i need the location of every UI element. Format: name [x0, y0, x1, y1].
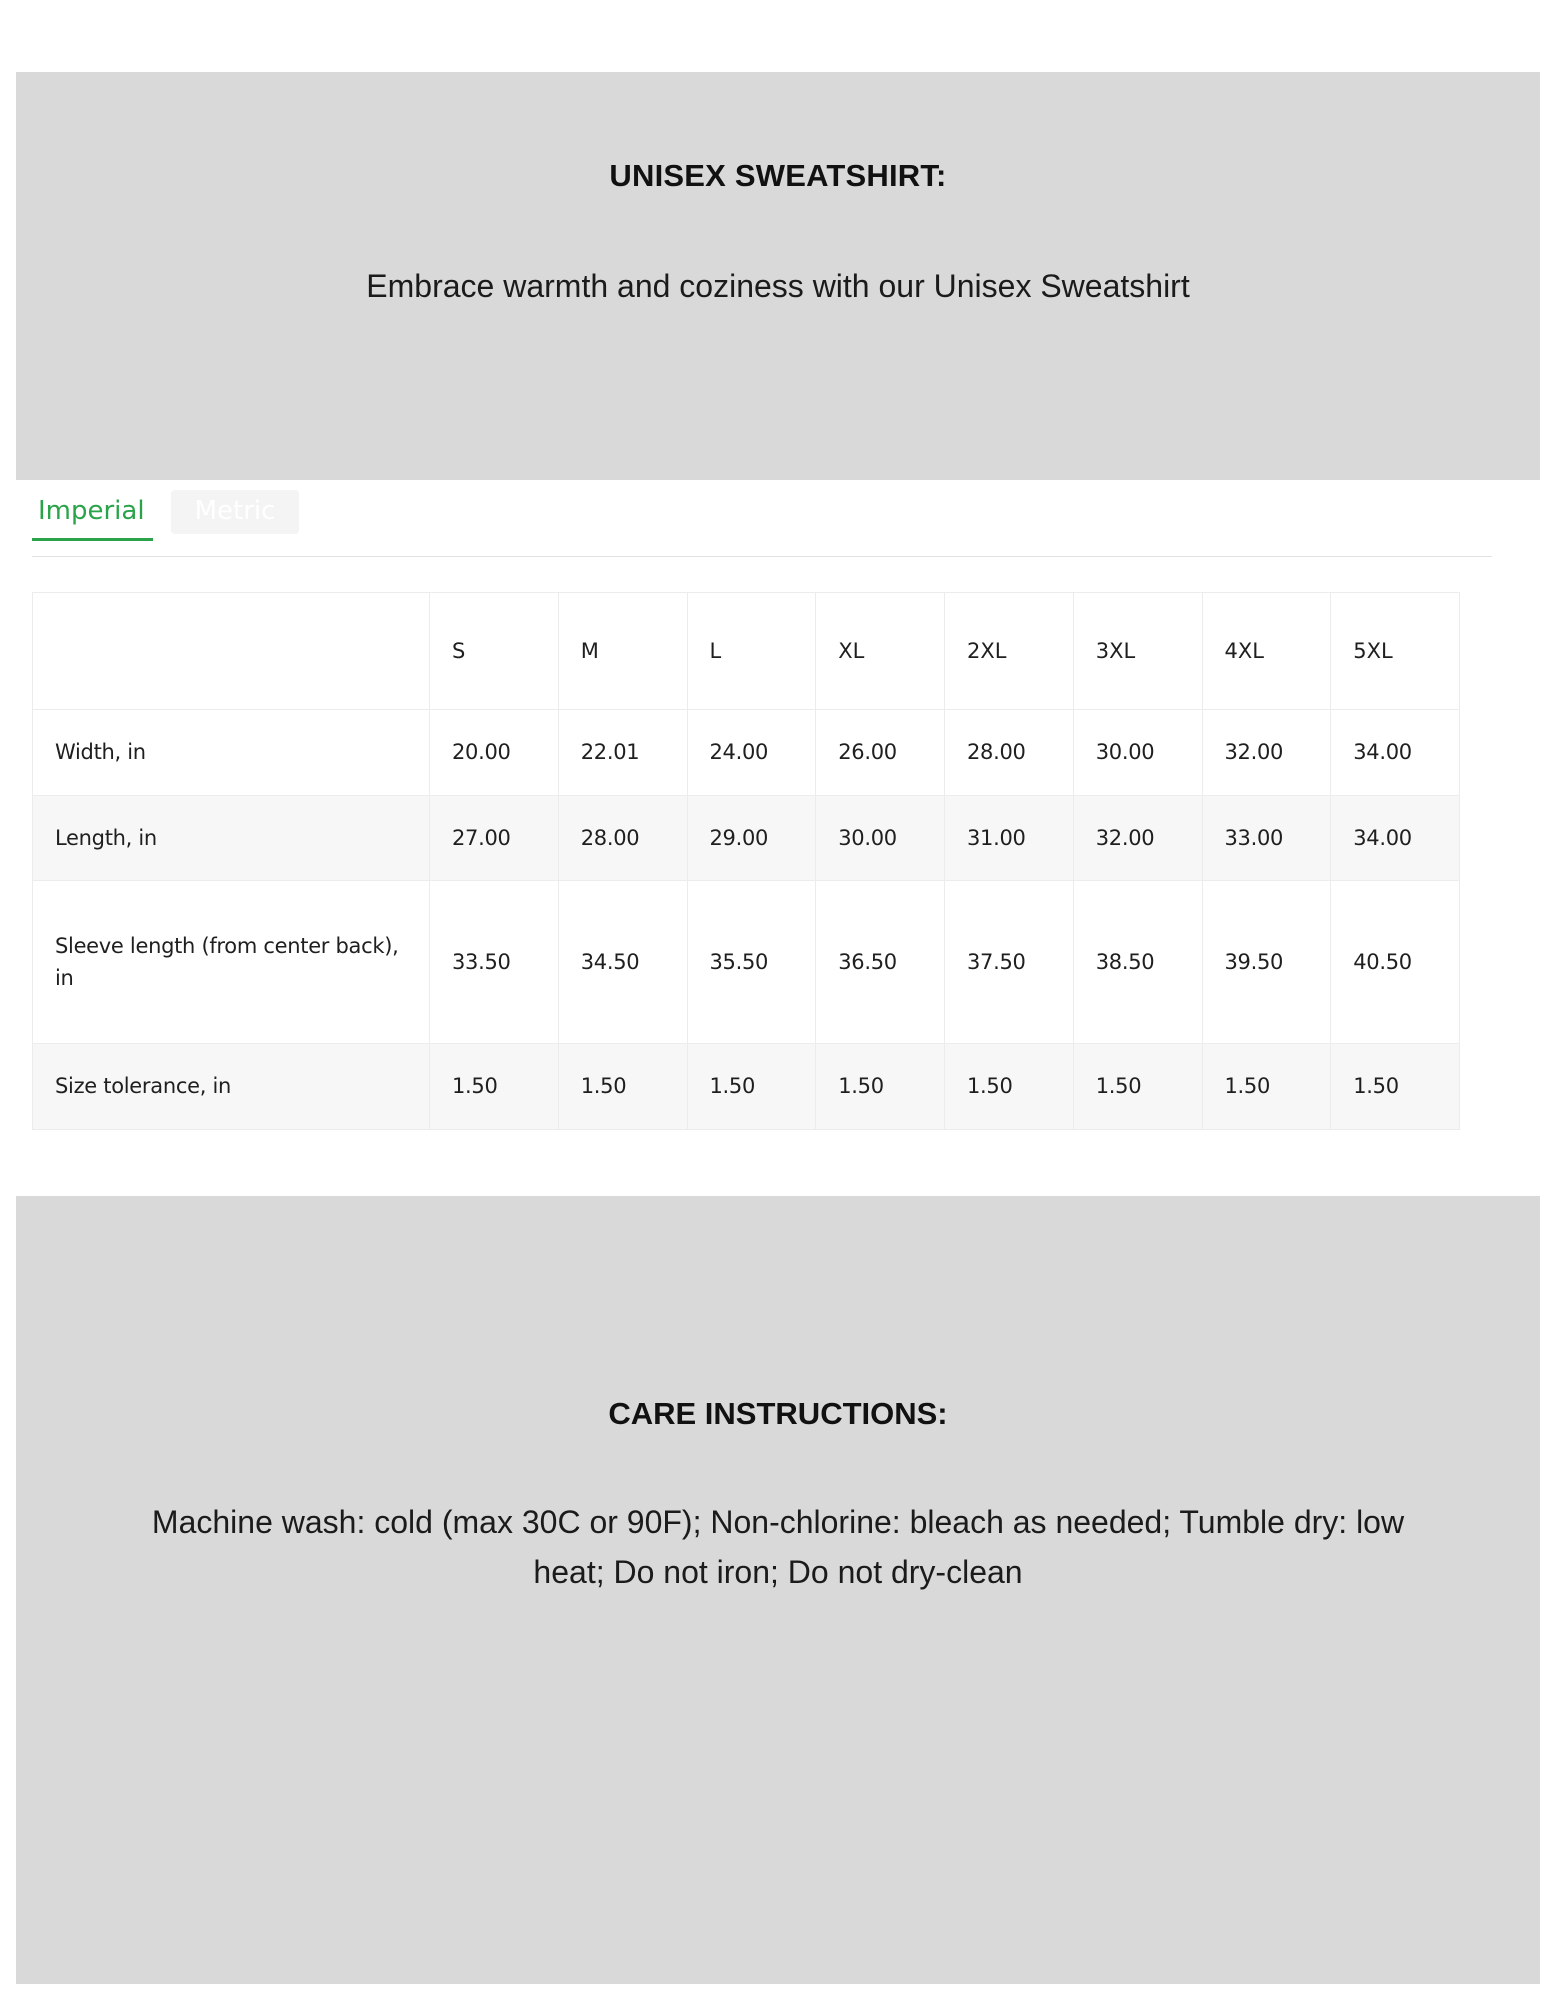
table-header-row — [33, 593, 1460, 710]
cell-sleeve-4xl: 39.50 — [1202, 881, 1331, 1044]
table-row — [33, 1044, 1460, 1130]
cell-width-5xl: 34.00 — [1331, 710, 1460, 796]
cell-width-xl: 26.00 — [816, 710, 945, 796]
page-title: UNISEX SWEATSHIRT: — [609, 158, 947, 193]
column-header-2xl: 2XL — [945, 593, 1074, 710]
cell-tolerance-s: 1.50 — [430, 1044, 559, 1130]
table-row — [33, 881, 1460, 1044]
care-instructions-panel — [16, 1196, 1540, 1984]
cell-width-3xl: 30.00 — [1073, 710, 1202, 796]
cell-length-m: 28.00 — [558, 795, 687, 881]
cell-sleeve-5xl: 40.50 — [1331, 881, 1460, 1044]
cell-width-4xl: 32.00 — [1202, 710, 1331, 796]
cell-tolerance-5xl: 1.50 — [1331, 1044, 1460, 1130]
cell-tolerance-2xl: 1.50 — [945, 1044, 1074, 1130]
column-header-l: L — [687, 593, 816, 710]
cell-tolerance-m: 1.50 — [558, 1044, 687, 1130]
cell-width-m: 22.01 — [558, 710, 687, 796]
cell-length-s: 27.00 — [430, 795, 559, 881]
column-header-m: M — [558, 593, 687, 710]
cell-length-l: 29.00 — [687, 795, 816, 881]
cell-tolerance-l: 1.50 — [687, 1044, 816, 1130]
column-header-5xl: 5XL — [1331, 593, 1460, 710]
column-header-3xl: 3XL — [1073, 593, 1202, 710]
cell-sleeve-l: 35.50 — [687, 881, 816, 1044]
cell-length-2xl: 31.00 — [945, 795, 1074, 881]
cell-length-xl: 30.00 — [816, 795, 945, 881]
table-row — [33, 795, 1460, 881]
cell-sleeve-3xl: 38.50 — [1073, 881, 1202, 1044]
size-table-body — [33, 710, 1460, 1130]
tab-imperial[interactable]: Imperial — [32, 490, 163, 540]
cell-length-4xl: 33.00 — [1202, 795, 1331, 881]
cell-sleeve-m: 34.50 — [558, 881, 687, 1044]
column-header-s: S — [430, 593, 559, 710]
size-table — [32, 592, 1460, 1130]
cell-tolerance-3xl: 1.50 — [1073, 1044, 1202, 1130]
table-row — [33, 710, 1460, 796]
row-label-length: Length, in — [33, 795, 430, 881]
unit-tabs — [32, 490, 1492, 557]
column-header-xl: XL — [816, 593, 945, 710]
care-instructions-text: Machine wash: cold (max 30C or 90F); Non-chlorine: bleach as needed; Tumble dry: low heat; Do not iron; Do not dry-clean — [151, 1504, 1405, 1590]
care-instructions-title: CARE INSTRUCTIONS: — [608, 1396, 948, 1431]
product-description: Embrace warmth and coziness with our Unisex Sweatshirt — [366, 268, 1190, 304]
row-label-size-tolerance: Size tolerance, in — [33, 1044, 430, 1130]
table-corner-cell — [33, 593, 430, 710]
cell-tolerance-4xl: 1.50 — [1202, 1044, 1331, 1130]
cell-tolerance-xl: 1.50 — [816, 1044, 945, 1130]
cell-sleeve-2xl: 37.50 — [945, 881, 1074, 1044]
size-table-header — [33, 593, 1460, 710]
row-label-width: Width, in — [33, 710, 430, 796]
cell-width-2xl: 28.00 — [945, 710, 1074, 796]
cell-sleeve-xl: 36.50 — [816, 881, 945, 1044]
size-chart — [32, 592, 1460, 1130]
cell-width-s: 20.00 — [430, 710, 559, 796]
cell-sleeve-s: 33.50 — [430, 881, 559, 1044]
cell-width-l: 24.00 — [687, 710, 816, 796]
row-label-sleeve-length: Sleeve length (from center back), in — [33, 881, 430, 1044]
cell-length-5xl: 34.00 — [1331, 795, 1460, 881]
product-info-panel — [16, 72, 1540, 480]
column-header-4xl: 4XL — [1202, 593, 1331, 710]
cell-length-3xl: 32.00 — [1073, 795, 1202, 881]
tab-metric[interactable]: Metric — [171, 490, 300, 534]
